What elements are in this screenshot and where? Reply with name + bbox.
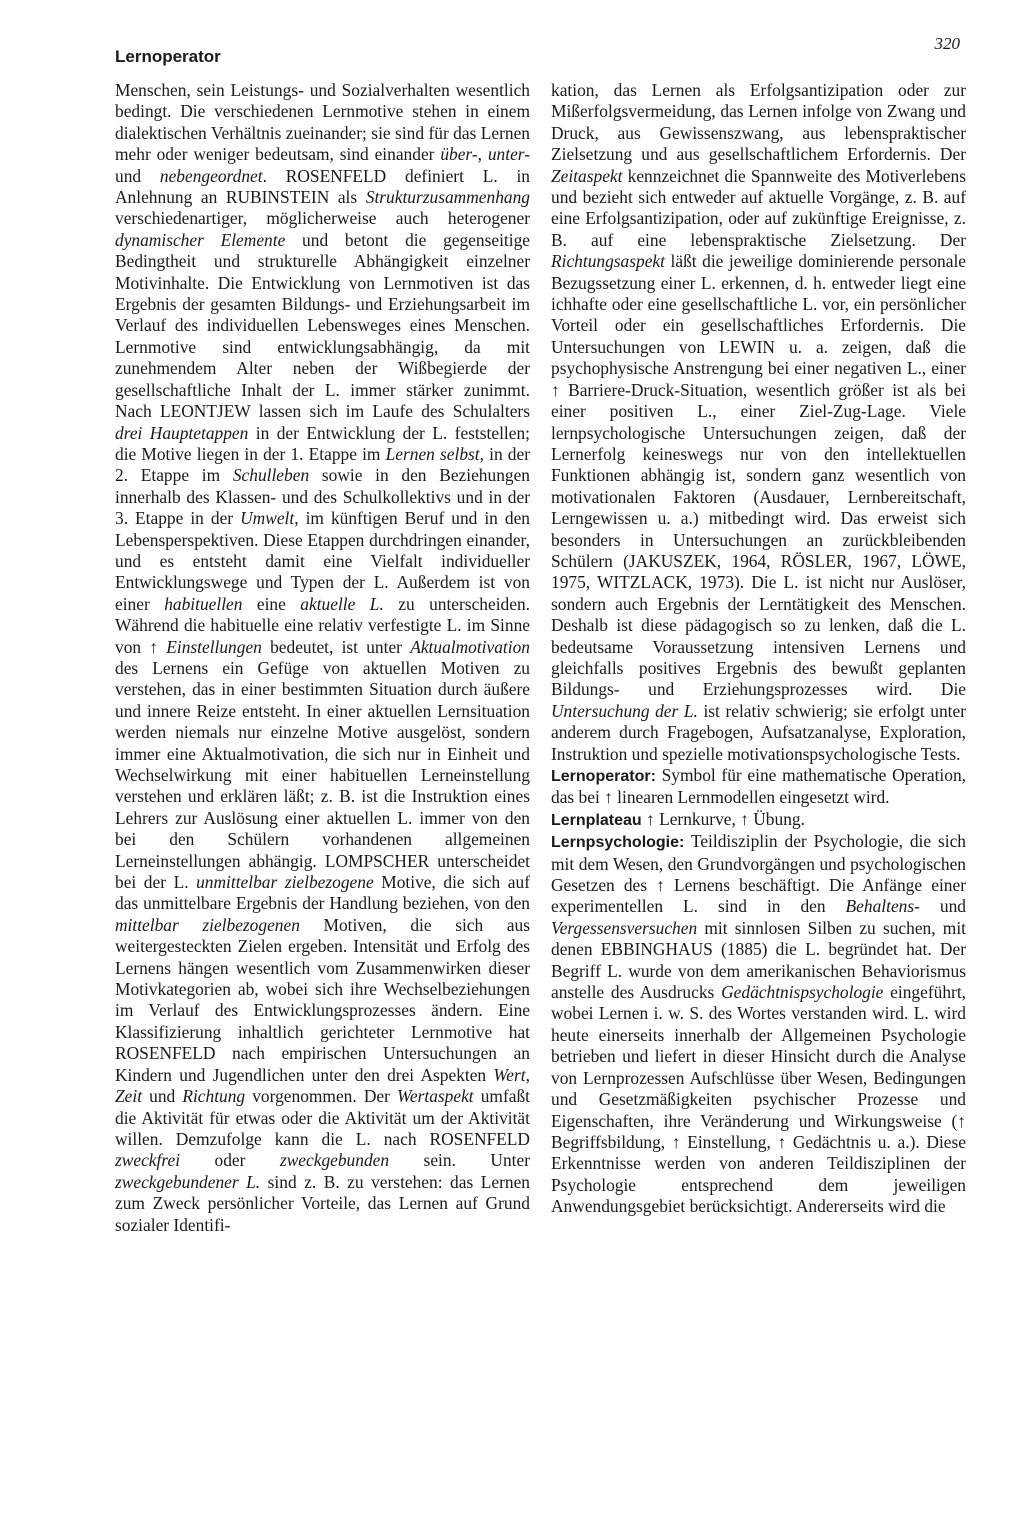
left-column-paragraph: Menschen, sein Leistungs- und Sozialverhalten wesentlich bedingt. Die verschiedenen Lernmotive stehen in einem dialektischen Verhältnis zueinander; sie sind für das Lernen mehr oder weniger bedeutsam, sind einander über-, unter- und nebengeordnet. ROSENFELD definiert L. in Anlehnung an RUBINSTEIN als Strukturzusammenhang verschiedenartiger, möglicherweise auch heterogener dynamischer Elemente und betont die gegenseitige Bedingtheit und strukturelle Abhängigkeit einzelner Motivinhalte. Die Entwicklung von Lernmotiven ist das Ergebnis der gesamten Bildungs- und Erziehungsarbeit im Verlauf des individuellen Lebensweges eines Menschen. Lernmotive sind entwicklungsabhängig, da mit zunehmendem Alter neben der Wißbegierde der gesellschaftliche Inhalt der L. immer stärker zunimmt. Nach LEONTJEW lassen sich im Laufe des Schulalters drei Hauptetappen in der Entwicklung der L. feststellen; die Motive liegen in der 1. Etappe im Lernen selbst, in der 2. Etappe im Schulleben sowie in den Beziehungen innerhalb des Klassen- und des Schulkollektivs und in der 3. Etappe in der Umwelt, im künftigen Beruf und in den Lebensperspektiven. Diese Etappen durchdringen einander, und es entsteht damit eine Vielfalt individueller Entwicklungswege und Typen der L. Außerdem ist von einer habituellen eine aktuelle L. zu unterscheiden. Während die habituelle eine relativ verfestigte L. im Sinne von ↑ Einstellungen bedeutet, ist unter Aktualmotivation des Lernens ein Gefüge von aktuellen Motiven zu verstehen, das in einer bestimmten Situation durch äußere und innere Reize entsteht. In einer aktuellen Lernsituation werden niemals nur einzelne Motive ausgelöst, sondern immer eine Aktualmotivation, die sich nur in Einheit und Wechselwirkung mit einer habituellen Lerneinstellung verstehen und erklären läßt; z. B. ist die Instruktion eines Lehrers zur Auslösung einer aktuellen L. immer von den bei den Schülern vorhandenen allgemeinen Lerneinstellungen abhängig. LOMPSCHER unterscheidet bei der L. unmittelbar zielbezogene Motive, die sich auf das unmittelbare Ergebnis der Handlung beziehen, von den mittelbar zielbezogenen Motiven, die sich aus weitergesteckten Zielen ergeben. Intensität und Erfolg des Lernens hängen wesentlich vom Zusammenwirken dieser Motivkategorien ab, wobei sich ihre Wechselbeziehungen im Verlauf des Entwicklungsprozesses ändern. Eine Klassifizierung inhaltlich gerichteter Lernmotive hat ROSENFELD nach empirischen Untersuchungen an Kindern und Jugendlichen unter den drei Aspekten Wert, Zeit und Richtung vorgenommen. Der Wertaspekt umfaßt die Aktivität für etwas oder die Aktivität um der Aktivität willen. Demzufolge kann die L. nach ROSENFELD zweckfrei oder zweckgebunden sein. Unter zweckgebundener L. sind z. B. zu verstehen: das Lernen zum Zweck persönlicher Vorteile, das Lernen auf Grund sozialer Identifi-: [115, 80, 531, 1235]
entry-text: Teildisziplin der Psychologie, die sich mit dem Wesen, den Grundvorgängen und psychologischen Gesetzen des ↑ Lernens beschäftigt. Die Anfänge einer experimentellen L. sind in den Behaltens- und Vergessensversuchen mit sinnlosen Silben zu suchen, mit denen EBBINGHAUS (1885) die L. begründet hat. Der Begriff L. wurde von dem amerikanischen Behaviorismus anstelle des Ausdrucks Gedächtnispsychologie eingeführt, wobei Lernen i. w. S. des Wortes verstanden wird. L. wird heute einerseits innerhalb der Allgemeinen Psychologie betrieben und liefert in dieser Hinsicht durch die Analyse von Lernprozessen Aufschlüsse über Wesen, Bedingungen und Gesetzmäßigkeiten psychischer Prozesse und Eigenschaften, ihre Veränderung und Wirkungsweise (↑ Begriffsbildung, ↑ Einstellung, ↑ Gedächtnis u. a.). Diese Erkenntnisse werden von anderen Teildisziplinen der Psychologie entsprechend dem jeweiligen Anwendungsgebiet berücksichtigt. Andererseits wird die: [551, 831, 966, 1217]
entry-lemma: Lernplateau: [551, 811, 642, 829]
entry-lemma: Lernpsychologie:: [551, 834, 685, 852]
running-head-term: Lernoperator: [115, 47, 221, 66]
entry-text: Symbol für eine mathematische Operation, das bei ↑ linearen Lernmodellen eingesetzt wird.: [551, 765, 966, 808]
right-column-continuation: kation, das Lernen als Erfolgsantizipation oder zur Mißerfolgsvermeidung, das Lernen infolge von Zwang und Druck, aus Gewissenszwang, aus lebenspraktischer Zielsetzung und aus gesellschaftlichem Erfordernis. Der Zeitaspekt kennzeichnet die Spannweite des Motiverlebens und bezieht sich entweder auf aktuelle Vorgänge, z. B. auf eine Erfolgsantizipation, oder auf zukünftige Ereignisse, z. B. auf eine lebenspraktische Zielsetzung. Der Richtungsaspekt läßt die jeweilige dominierende personale Bezugssetzung einer L. erkennen, d. h. entweder liegt eine ichhafte oder eine gesellschaftliche L. vor, ein persönlicher Vorteil oder ein gesellschaftliches Erfordernis. Die Untersuchungen von LEWIN u. a. zeigen, daß die psychophysische Anstrengung bei einer negativen L., einer ↑ Barriere-Druck-Situation, wesentlich größer ist als bei einer positiven L., einer Ziel-Zug-Lage. Viele lernpsychologische Untersuchungen zeigen, daß der Lernerfolg keineswegs nur von den intellektuellen Funktionen abhängig ist, sondern ganz wesentlich von motivationalen Faktoren (Ausdauer, Lernbereitschaft, Lerngewissen u. a.) mitbedingt wird. Das erweist sich besonders in Untersuchungen an zurückbleibenden Schülern (JAKUSZEK, 1964, RÖSLER, 1967, LÖWE, 1975, WITZLACK, 1973). Die L. ist nicht nur Auslöser, sondern auch Ergebnis der Lerntätigkeit des Menschen. Deshalb ist diese pädagogisch so zu lenken, daß die L. bedeutsame Voraussetzung intensiven Lernens und gleichfalls positives Ergebnis des bewußt geplanten Bildungs- und Erziehungsprozesses wird. Die Untersuchung der L. ist relativ schwierig; sie erfolgt unter anderem durch Fragebogen, Aufsatzanalyse, Exploration, Instruktion und spezielle motivationspsychologische Tests.: [551, 80, 966, 764]
entry-text: ↑ Lernkurve, ↑ Übung.: [641, 808, 805, 829]
page-number: 320: [934, 34, 960, 53]
right-column: [551, 80, 966, 1218]
entry-lemma: Lernoperator:: [551, 768, 656, 785]
entry-lernplateau: [551, 809, 966, 831]
left-column: [115, 80, 530, 1236]
entry-lernpsychologie: [551, 831, 966, 1217]
entry-lernoperator: [551, 765, 966, 809]
